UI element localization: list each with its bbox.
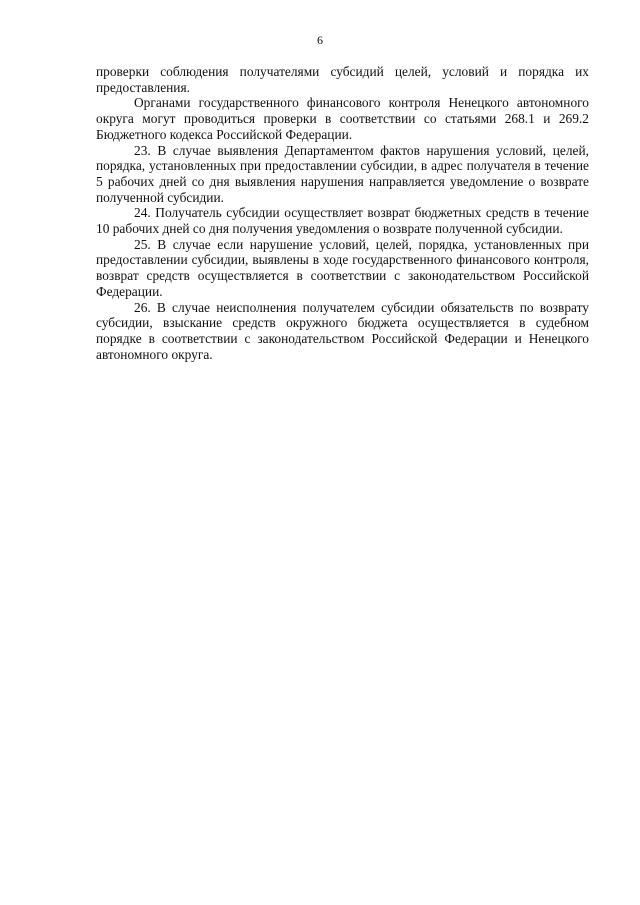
paragraph-continuation: проверки соблюдения получателями субсидий целей, условий и порядка их предоставления. xyxy=(96,64,589,95)
paragraph-24: 24. Получатель субсидии осуществляет возврат бюджетных средств в течение 10 рабочих дней со дня получения уведомления о возврате полученной субсидии. xyxy=(96,205,589,237)
page-number: 6 xyxy=(317,33,323,47)
paragraph-financial-control: Органами государственного финансового контроля Ненецкого автономного округа могут проводиться проверки в соответствии со статьями 268.1 и 269.2 Бюджетного кодекса Российской Федерации. xyxy=(96,95,589,142)
paragraph-26: 26. В случае неисполнения получателем субсидии обязательств по возврату субсидии, взыскание средств окружного бюджета осуществляется в судебном порядке в соответствии с законодательством Российской Федерации и Ненецкого автономного округа. xyxy=(96,299,589,362)
paragraph-23: 23. В случае выявления Департаментом фактов нарушения условий, целей, порядка, установленных при предоставлении субсидии, в адрес получателя в течение 5 рабочих дней со дня выявления нарушения направляется уведомление о возврате полученной субсидии. xyxy=(96,142,589,205)
document-body xyxy=(96,64,589,362)
paragraph-25: 25. В случае если нарушение условий, целей, порядка, установленных при предоставлении субсидии, выявлены в ходе государственного финансового контроля, возврат средств осуществляется в соответствии с законодательством Российской Федерации. xyxy=(96,236,589,299)
